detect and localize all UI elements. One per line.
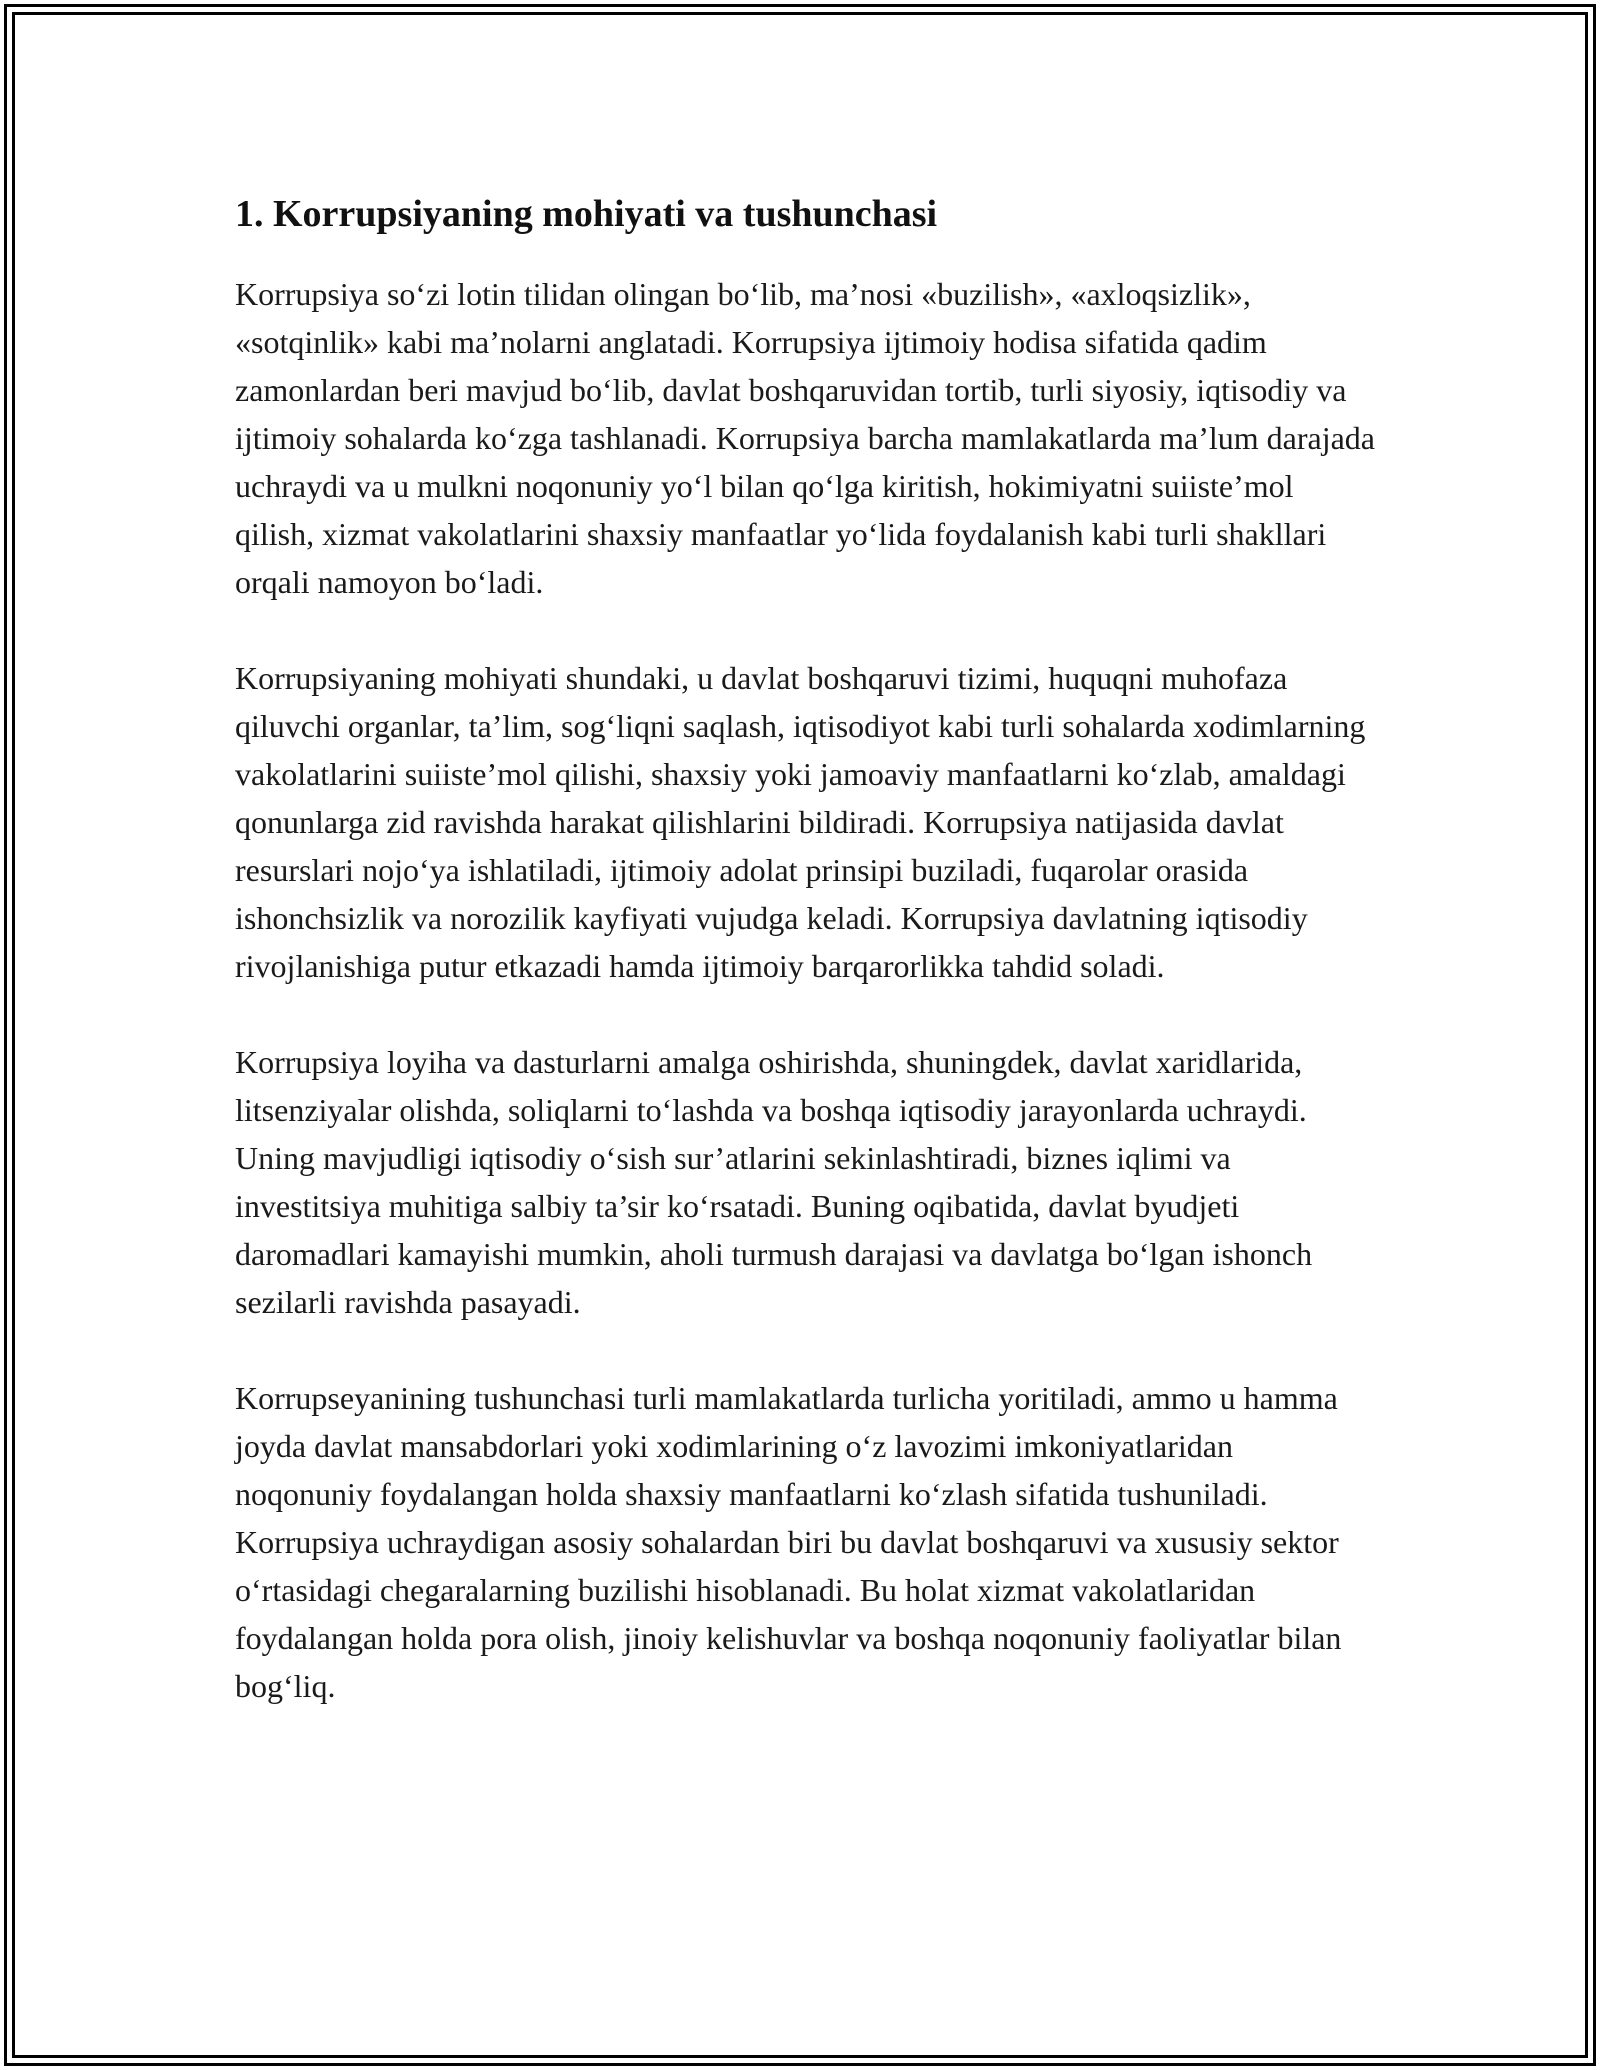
section-heading: 1. Korrupsiyaning mohiyati va tushunchasi	[235, 193, 938, 235]
paragraph-essence: Korrupsiyaning mohiyati shundaki, u davlat boshqaruvi tizimi, huquqni muhofaza qiluvchi organlar, ta’lim, sog‘liqni saqlash, iqtisodiyot kabi turli sohalarda xodimlarning vakolatlarini suiiste’mol qilishi, shaxsiy yoki jamoaviy manfaatlarni ko‘zlab, amaldagi qonunlarga zid ravishda harakat qilishlarini bildiradi. Korrupsiya natijasida davlat resurslari nojo‘ya ishlatiladi, ijtimoiy adolat prinsipi buziladi, fuqarolar orasida ishonchsizlik va norozilik kayfiyati vujudga keladi. Korrupsiya davlatning iqtisodiy rivojlanishiga putur etkazadi hamda ijtimoiy barqarorlikka tahdid soladi.	[235, 660, 1366, 984]
paragraph-definition: Korrupsiya so‘zi lotin tilidan olingan bo‘lib, ma’nosi «buzilish», «axloqsizlik», «sotqinlik» kabi ma’nolarni anglatadi. Korrupsiya ijtimoiy hodisa sifatida qadim zamonlardan beri mavjud bo‘lib, davlat boshqaruvidan tortib, turli siyosiy, iqtisodiy va ijtimoiy sohalarda ko‘zga tashlanadi. Korrupsiya barcha mamlakatlarda ma’lum darajada uchraydi va u mulkni noqonuniy yo‘l bilan qo‘lga kiritish, hokimiyatni suiiste’mol qilish, xizmat vakolatlarini shaxsiy manfaatlar yo‘lida foydalanish kabi turli shakllari orqali namoyon bo‘ladi.	[235, 276, 1375, 600]
paragraph-concept: Korrupseyanining tushunchasi turli mamlakatlarda turlicha yoritiladi, ammo u hamma joyda davlat mansabdorlari yoki xodimlarining o‘z lavozimi imkoniyatlaridan noqonuniy foydalangan holda shaxsiy manfaatlarni ko‘zlash sifatida tushuniladi. Korrupsiya uchraydigan asosiy sohalardan biri bu davlat boshqaruvi va xususiy sektor o‘rtasidagi chegaralarning buzilishi hisoblanadi. Bu holat xizmat vakolatlaridan foydalangan holda pora olish, jinoiy kelishuvlar va boshqa noqonuniy faoliyatlar bilan bog‘liq.	[235, 1380, 1342, 1704]
document-body	[235, 186, 1375, 1710]
paragraph-economic-impact: Korrupsiya loyiha va dasturlarni amalga oshirishda, shuningdek, davlat xaridlarida, litsenziyalar olishda, soliqlarni to‘lashda va boshqa iqtisodiy jarayonlarda uchraydi. Uning mavjudligi iqtisodiy o‘sish sur’atlarini sekinlashtiradi, biznes iqlimi va investitsiya muhitiga salbiy ta’sir ko‘rsatadi. Buning oqibatida, davlat byudjeti daromadlari kamayishi mumkin, aholi turmush darajasi va davlatga bo‘lgan ishonch sezilarli ravishda pasayadi.	[235, 1044, 1313, 1320]
